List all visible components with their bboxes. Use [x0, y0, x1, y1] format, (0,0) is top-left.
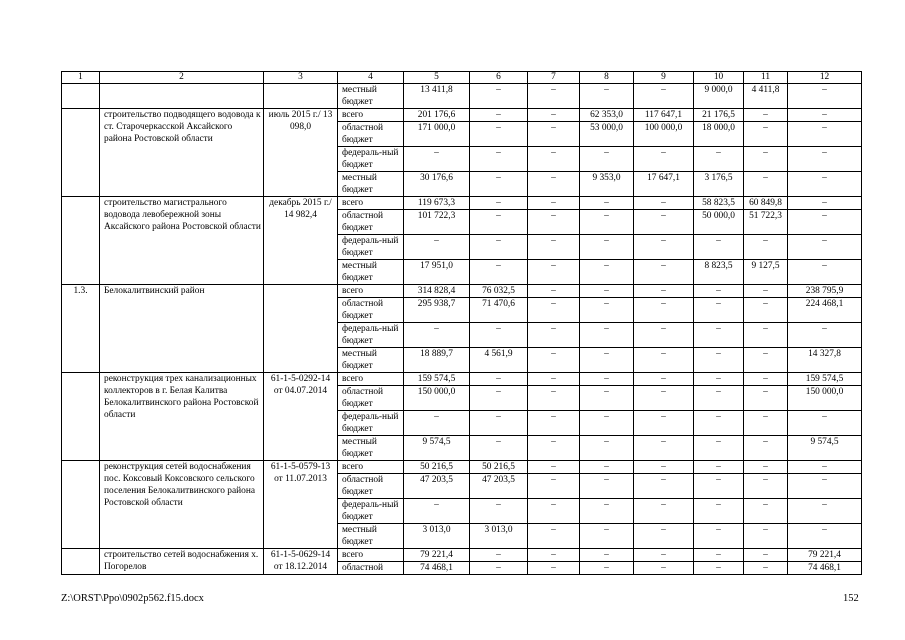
- amount-cell: –: [788, 172, 862, 197]
- object-name: строительство подводящего водовода к ст. Старочеркасской Аксайского района Ростовской области: [100, 109, 264, 197]
- amount-cell: –: [580, 197, 634, 210]
- amount-cell: –: [744, 235, 788, 260]
- object-date: [264, 285, 338, 373]
- amount-cell: –: [694, 298, 744, 323]
- file-path: Z:\ORST\Ppo\0902p562.f15.docx: [61, 593, 204, 604]
- amount-cell: 9 000,0: [694, 84, 744, 109]
- amount-cell: –: [634, 285, 694, 298]
- amount-cell: –: [634, 549, 694, 562]
- amount-cell: –: [744, 499, 788, 524]
- amount-cell: 3 013,0: [470, 524, 528, 549]
- amount-cell: 74 468,1: [404, 562, 470, 575]
- funding-source: всего: [338, 373, 404, 386]
- amount-cell: –: [470, 197, 528, 210]
- amount-cell: –: [634, 474, 694, 499]
- amount-cell: 50 216,5: [470, 461, 528, 474]
- funding-source: областной бюджет: [338, 122, 404, 147]
- amount-cell: 117 647,1: [634, 109, 694, 122]
- amount-cell: 17 951,0: [404, 260, 470, 285]
- amount-cell: 238 795,9: [788, 285, 862, 298]
- funding-source: федераль-ный бюджет: [338, 411, 404, 436]
- column-header: 4: [338, 72, 404, 84]
- amount-cell: 101 722,3: [404, 210, 470, 235]
- amount-cell: –: [580, 499, 634, 524]
- amount-cell: –: [634, 348, 694, 373]
- row-number: [62, 549, 100, 575]
- amount-cell: –: [528, 411, 580, 436]
- object-date: 61-1-5-0629-14 от 18.12.2014: [264, 549, 338, 575]
- amount-cell: –: [470, 260, 528, 285]
- amount-cell: 79 221,4: [788, 549, 862, 562]
- amount-cell: –: [470, 411, 528, 436]
- funding-source: всего: [338, 461, 404, 474]
- amount-cell: 30 176,6: [404, 172, 470, 197]
- amount-cell: –: [580, 474, 634, 499]
- amount-cell: –: [788, 323, 862, 348]
- column-header: 5: [404, 72, 470, 84]
- amount-cell: 9 353,0: [580, 172, 634, 197]
- amount-cell: 150 000,0: [788, 386, 862, 411]
- amount-cell: 4 561,9: [470, 348, 528, 373]
- table-row: [62, 197, 862, 210]
- amount-cell: –: [580, 373, 634, 386]
- amount-cell: –: [694, 549, 744, 562]
- amount-cell: 14 327,8: [788, 348, 862, 373]
- amount-cell: –: [788, 411, 862, 436]
- funding-source: местный бюджет: [338, 436, 404, 461]
- table-row: [62, 461, 862, 474]
- amount-cell: 8 823,5: [694, 260, 744, 285]
- amount-cell: –: [580, 461, 634, 474]
- amount-cell: –: [528, 562, 580, 575]
- amount-cell: 53 000,0: [580, 122, 634, 147]
- amount-cell: –: [634, 323, 694, 348]
- amount-cell: –: [528, 436, 580, 461]
- row-number: [62, 197, 100, 285]
- amount-cell: –: [528, 172, 580, 197]
- amount-cell: –: [528, 210, 580, 235]
- object-date: [264, 84, 338, 109]
- amount-cell: 50 000,0: [694, 210, 744, 235]
- column-header: 10: [694, 72, 744, 84]
- amount-cell: –: [694, 562, 744, 575]
- column-header: 7: [528, 72, 580, 84]
- amount-cell: 47 203,5: [404, 474, 470, 499]
- amount-cell: –: [528, 474, 580, 499]
- amount-cell: –: [744, 373, 788, 386]
- amount-cell: –: [694, 386, 744, 411]
- amount-cell: –: [528, 386, 580, 411]
- amount-cell: 51 722,3: [744, 210, 788, 235]
- row-number: [62, 109, 100, 197]
- amount-cell: –: [634, 210, 694, 235]
- amount-cell: –: [404, 323, 470, 348]
- funding-source: областной бюджет: [338, 474, 404, 499]
- amount-cell: –: [634, 461, 694, 474]
- amount-cell: –: [694, 499, 744, 524]
- amount-cell: –: [744, 411, 788, 436]
- amount-cell: –: [580, 436, 634, 461]
- amount-cell: –: [580, 386, 634, 411]
- amount-cell: –: [528, 147, 580, 172]
- table-body: [62, 72, 862, 575]
- amount-cell: –: [528, 524, 580, 549]
- amount-cell: 3 176,5: [694, 172, 744, 197]
- funding-source: областной бюджет: [338, 386, 404, 411]
- amount-cell: –: [470, 436, 528, 461]
- amount-cell: –: [634, 411, 694, 436]
- amount-cell: –: [634, 436, 694, 461]
- amount-cell: –: [788, 147, 862, 172]
- amount-cell: –: [634, 524, 694, 549]
- amount-cell: –: [470, 373, 528, 386]
- row-number: [62, 461, 100, 549]
- funding-source: всего: [338, 109, 404, 122]
- funding-source: местный бюджет: [338, 524, 404, 549]
- funding-source: областной: [338, 562, 404, 575]
- amount-cell: –: [634, 386, 694, 411]
- amount-cell: –: [634, 373, 694, 386]
- amount-cell: –: [528, 373, 580, 386]
- funding-source: местный бюджет: [338, 260, 404, 285]
- amount-cell: –: [528, 348, 580, 373]
- amount-cell: –: [470, 549, 528, 562]
- amount-cell: 9 574,5: [404, 436, 470, 461]
- amount-cell: –: [470, 84, 528, 109]
- amount-cell: –: [470, 499, 528, 524]
- amount-cell: –: [580, 348, 634, 373]
- amount-cell: –: [470, 323, 528, 348]
- object-name: реконструкция трех канализационных коллекторов в г. Белая Калитва Белокалитвинского района Ростовской области: [100, 373, 264, 461]
- amount-cell: –: [634, 84, 694, 109]
- amount-cell: –: [470, 235, 528, 260]
- amount-cell: –: [580, 210, 634, 235]
- table-row: [62, 285, 862, 298]
- amount-cell: –: [580, 84, 634, 109]
- amount-cell: –: [580, 323, 634, 348]
- amount-cell: –: [528, 461, 580, 474]
- amount-cell: 58 823,5: [694, 197, 744, 210]
- funding-source: местный бюджет: [338, 84, 404, 109]
- amount-cell: 71 470,6: [470, 298, 528, 323]
- amount-cell: –: [788, 524, 862, 549]
- amount-cell: –: [744, 323, 788, 348]
- object-date: июль 2015 г./ 13 098,0: [264, 109, 338, 197]
- amount-cell: 74 468,1: [788, 562, 862, 575]
- funding-source: местный бюджет: [338, 172, 404, 197]
- amount-cell: –: [580, 285, 634, 298]
- amount-cell: 4 411,8: [744, 84, 788, 109]
- amount-cell: –: [694, 285, 744, 298]
- amount-cell: 171 000,0: [404, 122, 470, 147]
- amount-cell: 100 000,0: [634, 122, 694, 147]
- amount-cell: 9 574,5: [788, 436, 862, 461]
- amount-cell: –: [694, 323, 744, 348]
- table-row: [62, 84, 862, 109]
- amount-cell: 159 574,5: [788, 373, 862, 386]
- amount-cell: –: [470, 386, 528, 411]
- object-name: реконструкция сетей водоснабжения пос. Коксовый Коксовского сельского поселения Белокалитвинского района Ростовской области: [100, 461, 264, 549]
- amount-cell: 18 000,0: [694, 122, 744, 147]
- amount-cell: 314 828,4: [404, 285, 470, 298]
- object-name: [100, 84, 264, 109]
- header-row: [62, 72, 862, 84]
- amount-cell: 50 216,5: [404, 461, 470, 474]
- amount-cell: –: [528, 109, 580, 122]
- amount-cell: –: [580, 524, 634, 549]
- funding-source: областной бюджет: [338, 298, 404, 323]
- amount-cell: 159 574,5: [404, 373, 470, 386]
- amount-cell: –: [528, 122, 580, 147]
- amount-cell: –: [634, 197, 694, 210]
- object-name: строительство сетей водоснабжения х. Погорелов: [100, 549, 264, 575]
- table-row: [62, 109, 862, 122]
- amount-cell: –: [580, 260, 634, 285]
- amount-cell: –: [744, 172, 788, 197]
- amount-cell: –: [470, 109, 528, 122]
- object-date: декабрь 2015 г./ 14 982,4: [264, 197, 338, 285]
- amount-cell: 295 938,7: [404, 298, 470, 323]
- amount-cell: –: [694, 235, 744, 260]
- amount-cell: –: [470, 562, 528, 575]
- amount-cell: 9 127,5: [744, 260, 788, 285]
- page-number: 152: [843, 593, 859, 604]
- object-date: 61-1-5-0579-13 от 11.07.2013: [264, 461, 338, 549]
- amount-cell: 47 203,5: [470, 474, 528, 499]
- amount-cell: –: [528, 298, 580, 323]
- amount-cell: –: [744, 122, 788, 147]
- funding-source: федераль-ный бюджет: [338, 147, 404, 172]
- funding-source: федераль-ный бюджет: [338, 323, 404, 348]
- row-number: [62, 84, 100, 109]
- amount-cell: –: [744, 298, 788, 323]
- amount-cell: –: [470, 172, 528, 197]
- amount-cell: –: [528, 84, 580, 109]
- amount-cell: –: [528, 323, 580, 348]
- amount-cell: –: [744, 386, 788, 411]
- amount-cell: –: [404, 411, 470, 436]
- column-header: 3: [264, 72, 338, 84]
- amount-cell: –: [744, 562, 788, 575]
- amount-cell: 13 411,8: [404, 84, 470, 109]
- amount-cell: 224 468,1: [788, 298, 862, 323]
- amount-cell: –: [528, 549, 580, 562]
- amount-cell: –: [744, 109, 788, 122]
- amount-cell: –: [404, 147, 470, 172]
- amount-cell: 3 013,0: [404, 524, 470, 549]
- funding-source: областной бюджет: [338, 210, 404, 235]
- amount-cell: –: [788, 499, 862, 524]
- column-header: 9: [634, 72, 694, 84]
- amount-cell: –: [694, 373, 744, 386]
- funding-source: местный бюджет: [338, 348, 404, 373]
- funding-source: всего: [338, 549, 404, 562]
- amount-cell: 150 000,0: [404, 386, 470, 411]
- budget-table: [61, 71, 862, 575]
- amount-cell: –: [694, 348, 744, 373]
- amount-cell: –: [528, 197, 580, 210]
- amount-cell: –: [634, 260, 694, 285]
- amount-cell: –: [694, 524, 744, 549]
- amount-cell: –: [694, 147, 744, 172]
- object-name: строительство магистрального водовода левобережной зоны Аксайского района Ростовской области: [100, 197, 264, 285]
- amount-cell: –: [580, 549, 634, 562]
- amount-cell: –: [744, 147, 788, 172]
- amount-cell: –: [694, 474, 744, 499]
- row-number: [62, 373, 100, 461]
- amount-cell: –: [528, 285, 580, 298]
- amount-cell: –: [744, 461, 788, 474]
- amount-cell: 79 221,4: [404, 549, 470, 562]
- column-header: 2: [100, 72, 264, 84]
- object-name: Белокалитвинский район: [100, 285, 264, 373]
- amount-cell: –: [788, 122, 862, 147]
- amount-cell: –: [580, 235, 634, 260]
- amount-cell: –: [788, 260, 862, 285]
- amount-cell: –: [788, 84, 862, 109]
- amount-cell: –: [744, 285, 788, 298]
- amount-cell: –: [580, 298, 634, 323]
- amount-cell: 62 353,0: [580, 109, 634, 122]
- amount-cell: –: [470, 147, 528, 172]
- amount-cell: –: [694, 411, 744, 436]
- amount-cell: –: [404, 235, 470, 260]
- table-row: [62, 373, 862, 386]
- amount-cell: –: [634, 499, 694, 524]
- amount-cell: –: [528, 499, 580, 524]
- amount-cell: –: [694, 461, 744, 474]
- amount-cell: –: [744, 474, 788, 499]
- column-header: 12: [788, 72, 862, 84]
- object-date: 61-1-5-0292-14 от 04.07.2014: [264, 373, 338, 461]
- funding-source: федераль-ный бюджет: [338, 235, 404, 260]
- amount-cell: 18 889,7: [404, 348, 470, 373]
- amount-cell: –: [404, 499, 470, 524]
- amount-cell: –: [788, 210, 862, 235]
- table-row: [62, 549, 862, 562]
- amount-cell: –: [788, 109, 862, 122]
- amount-cell: 119 673,3: [404, 197, 470, 210]
- amount-cell: –: [788, 197, 862, 210]
- funding-source: всего: [338, 197, 404, 210]
- amount-cell: –: [580, 562, 634, 575]
- funding-source: федераль-ный бюджет: [338, 499, 404, 524]
- amount-cell: –: [634, 562, 694, 575]
- row-number: 1.3.: [62, 285, 100, 373]
- amount-cell: –: [580, 411, 634, 436]
- column-header: 8: [580, 72, 634, 84]
- amount-cell: 201 176,6: [404, 109, 470, 122]
- amount-cell: 17 647,1: [634, 172, 694, 197]
- amount-cell: –: [634, 235, 694, 260]
- amount-cell: –: [744, 524, 788, 549]
- amount-cell: –: [788, 474, 862, 499]
- amount-cell: –: [470, 210, 528, 235]
- amount-cell: 21 176,5: [694, 109, 744, 122]
- amount-cell: –: [694, 436, 744, 461]
- column-header: 1: [62, 72, 100, 84]
- amount-cell: –: [470, 122, 528, 147]
- amount-cell: –: [788, 461, 862, 474]
- column-header: 11: [744, 72, 788, 84]
- funding-source: всего: [338, 285, 404, 298]
- amount-cell: –: [744, 436, 788, 461]
- amount-cell: 60 849,8: [744, 197, 788, 210]
- amount-cell: –: [788, 235, 862, 260]
- amount-cell: –: [634, 298, 694, 323]
- amount-cell: –: [744, 549, 788, 562]
- amount-cell: 76 032,5: [470, 285, 528, 298]
- amount-cell: –: [528, 235, 580, 260]
- amount-cell: –: [634, 147, 694, 172]
- amount-cell: –: [528, 260, 580, 285]
- column-header: 6: [470, 72, 528, 84]
- amount-cell: –: [744, 348, 788, 373]
- amount-cell: –: [580, 147, 634, 172]
